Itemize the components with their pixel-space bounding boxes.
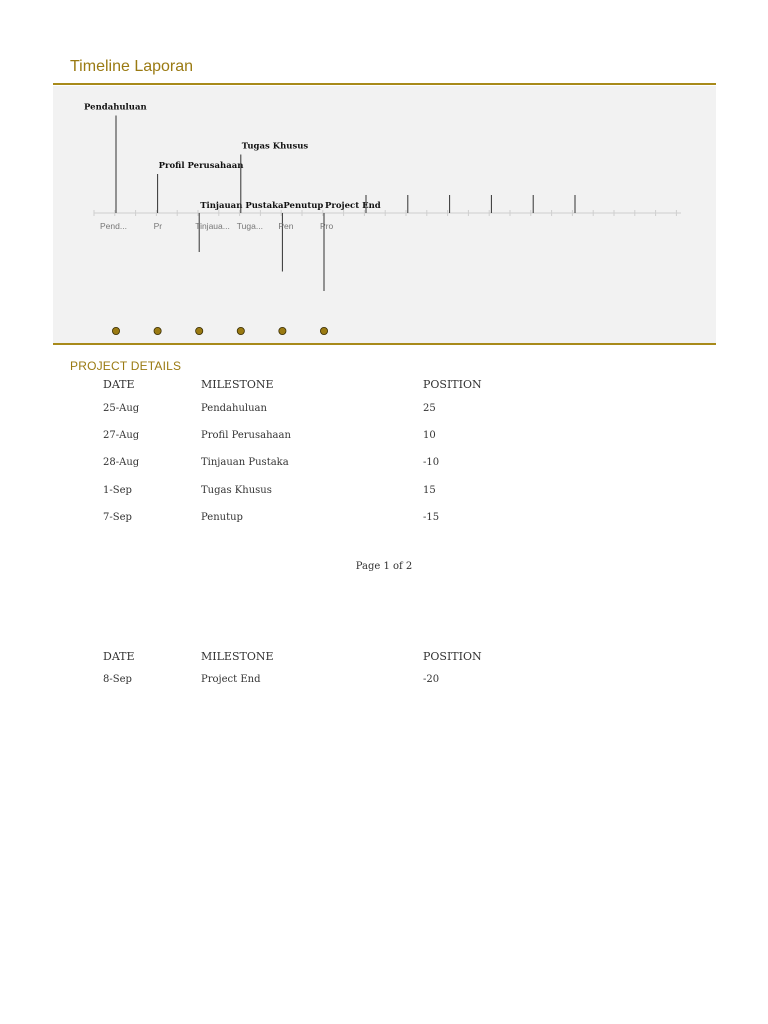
row-position: -10 — [423, 457, 440, 468]
row-position: -20 — [423, 674, 440, 685]
axis-label: Tuga... — [236, 221, 263, 231]
row-date: 7-Sep — [103, 512, 132, 523]
milestone-label: Project End — [325, 201, 381, 211]
axis-label: Pr — [153, 221, 163, 231]
header-milestone: MILESTONE — [201, 378, 274, 391]
row-milestone: Penutup — [201, 512, 243, 523]
axis-label: Pen — [278, 221, 294, 231]
header-position: POSITION — [423, 378, 482, 391]
row-milestone: Tinjauan Pustaka — [201, 457, 289, 468]
section-title: PROJECT DETAILS — [70, 359, 182, 373]
milestone-marker — [154, 327, 161, 334]
row-date: 8-Sep — [103, 674, 132, 685]
row-position: 15 — [423, 485, 436, 496]
milestone-label: Tugas Khusus — [241, 141, 309, 152]
page-number: Page 1 of 2 — [355, 561, 413, 572]
milestone-marker — [196, 327, 203, 334]
row-milestone: Pendahuluan — [201, 403, 267, 414]
row-position: 25 — [423, 403, 436, 414]
milestone-marker — [279, 327, 286, 334]
milestone-marker — [112, 327, 119, 334]
milestone-marker — [320, 327, 327, 334]
row-date: 25-Aug — [103, 403, 140, 414]
axis-label: Pend... — [100, 221, 127, 231]
panel-divider — [53, 343, 716, 345]
milestone-label: Tinjauan Pustaka — [200, 201, 284, 211]
header-milestone: MILESTONE — [201, 650, 274, 663]
milestone-label: Penutup — [283, 201, 324, 211]
row-date: 27-Aug — [103, 430, 140, 441]
header-date: DATE — [103, 650, 135, 663]
axis-label: Tinjaua... — [195, 221, 230, 231]
header-position: POSITION — [423, 650, 482, 663]
row-milestone: Project End — [201, 674, 261, 685]
row-date: 28-Aug — [103, 457, 140, 468]
milestone-marker — [237, 327, 244, 334]
timeline-chart — [0, 0, 768, 360]
axis-label: Pro — [320, 221, 334, 231]
row-position: 10 — [423, 430, 436, 441]
row-position: -15 — [423, 512, 440, 523]
page-title: Timeline Laporan — [70, 58, 194, 75]
row-milestone: Tugas Khusus — [201, 485, 272, 496]
milestone-label: Profil Perusahaan — [158, 161, 244, 171]
milestone-label: Pendahuluan — [84, 102, 147, 113]
row-milestone: Profil Perusahaan — [201, 430, 291, 441]
header-date: DATE — [103, 378, 135, 391]
row-date: 1-Sep — [103, 485, 132, 496]
